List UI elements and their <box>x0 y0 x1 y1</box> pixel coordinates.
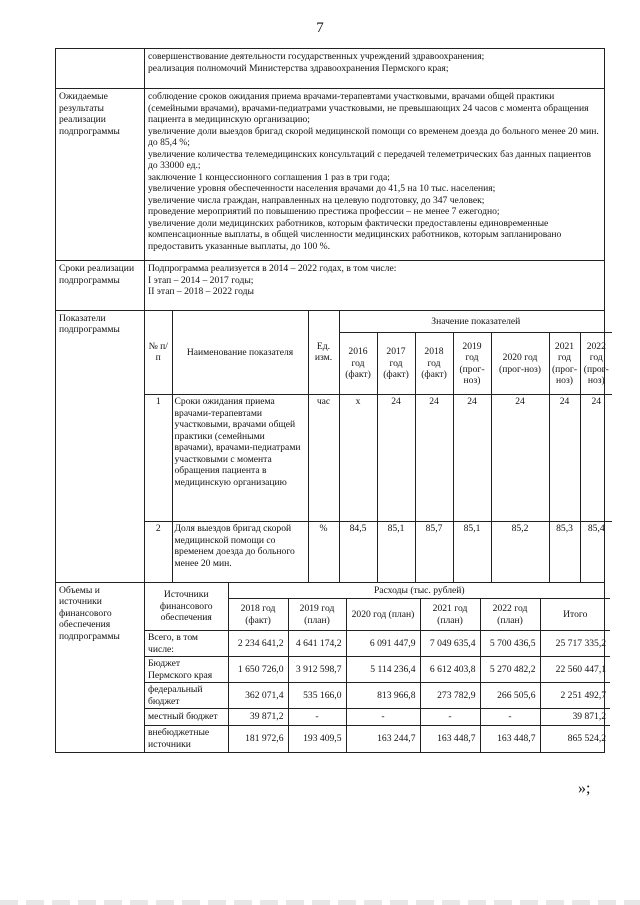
finance-value: 22 560 447,1 <box>540 657 610 683</box>
finance-value: 39 871,2 <box>228 709 288 726</box>
indicator-header-year: 2017 год (факт) <box>377 333 415 395</box>
closing-quote-mark: »; <box>578 780 591 797</box>
finance-header-year: 2021 год (план) <box>420 599 480 631</box>
finance-header-total: Итого <box>540 599 610 631</box>
finance-row <box>56 582 605 752</box>
result-line: заключение 1 концессионного соглашения 1 раз в три года; <box>148 171 390 183</box>
finance-value: 2 251 492,7 <box>540 683 610 709</box>
indicator-header-year: 2020 год (прог-ноз) <box>491 333 549 395</box>
result-line: увеличение количества телемедицинских консультаций с передачей телеметрических баз данных пациентов до 33000 ед.; <box>148 148 592 171</box>
finance-value: 163 244,7 <box>346 726 420 752</box>
finance-row-label: местный бюджет <box>145 709 228 726</box>
finance-value: 163 448,7 <box>420 726 480 752</box>
indicator-unit: % <box>308 522 339 582</box>
finance-row-label: Бюджет Пермского края <box>145 657 228 683</box>
finance-value: 181 972,6 <box>228 726 288 752</box>
continuation-line: совершенствование деятельности государственных учреждений здравоохранения; <box>148 51 485 62</box>
finance-header-year: 2018 год (факт) <box>228 599 288 631</box>
indicator-row <box>145 395 612 522</box>
indicator-value: 24 <box>377 395 415 522</box>
indicators-label: Показатели подпрограммы <box>56 310 145 582</box>
finance-data-row <box>145 709 610 726</box>
finance-value: 865 524,2 <box>540 726 610 752</box>
indicator-header-unit: Ед. изм. <box>308 311 339 395</box>
indicators-table <box>145 311 612 582</box>
indicator-header-name: Наименование показателя <box>172 311 308 395</box>
finance-data-row <box>145 726 610 752</box>
continuation-label-cell <box>56 49 145 89</box>
result-line: соблюдение сроков ожидания приема врачами-терапевтами участковыми, врачами общей практики (семейными врачами), врачами-педиатрами участковыми, не превышающих 24 часов с момента обращения пациента в медицинскую организацию; <box>148 91 589 125</box>
indicator-num: 1 <box>145 395 172 522</box>
continuation-content <box>145 49 605 89</box>
indicator-header-year: 2016 год (факт) <box>339 333 377 395</box>
finance-header-year: 2022 год (план) <box>480 599 540 631</box>
indicator-name: Доля выездов бригад скорой медицинской помощи со временем доезда до больного менее 20 мин. <box>172 522 308 582</box>
finance-value: 1 650 726,0 <box>228 657 288 683</box>
indicator-value: 24 <box>415 395 453 522</box>
finance-value: 39 871,2 <box>540 709 610 726</box>
result-line: увеличение доли выездов бригад скорой медицинской помощи со временем доезда до больного менее 20 мин. до 85,4 %; <box>148 125 599 148</box>
page-number: 7 <box>316 20 324 36</box>
indicator-row <box>145 522 612 582</box>
result-line: проведение мероприятий по повышению престижа профессии – не менее 7 ежегодно; <box>148 206 500 217</box>
indicator-value: 85,4 <box>580 522 612 582</box>
terms-line: I этап – 2014 – 2017 годы; <box>148 274 254 286</box>
results-content <box>145 89 605 261</box>
indicator-value: 24 <box>549 395 580 522</box>
finance-value: 2 234 641,2 <box>228 631 288 657</box>
finance-value: - <box>288 709 346 726</box>
indicator-value: 24 <box>453 395 491 522</box>
indicator-value: 85,7 <box>415 522 453 582</box>
finance-header-year: 2020 год (план) <box>346 599 420 631</box>
finance-content <box>145 582 605 752</box>
finance-data-row <box>145 657 610 683</box>
finance-label: Объемы и источники финансового обеспечения подпрограммы <box>56 582 145 752</box>
continuation-row <box>56 49 605 89</box>
indicator-value: 24 <box>491 395 549 522</box>
finance-value: 3 912 598,7 <box>288 657 346 683</box>
finance-value: 4 641 174,2 <box>288 631 346 657</box>
finance-value: 25 717 335,2 <box>540 631 610 657</box>
scan-artifact-strip <box>0 900 640 905</box>
indicator-header-year: 2019 год (прог-ноз) <box>453 333 491 395</box>
finance-header-source: Источники финансового обеспечения <box>145 583 228 631</box>
finance-header-year: 2019 год (план) <box>288 599 346 631</box>
finance-data-row <box>145 683 610 709</box>
finance-value: 535 166,0 <box>288 683 346 709</box>
finance-header-group: Расходы (тыс. рублей) <box>228 583 610 599</box>
terms-line: II этап – 2018 – 2022 годы <box>148 286 254 297</box>
indicator-value: 85,3 <box>549 522 580 582</box>
indicators-content <box>145 310 609 582</box>
finance-value: - <box>346 709 420 726</box>
finance-value: 266 505,6 <box>480 683 540 709</box>
finance-value: 5 114 236,4 <box>346 657 420 683</box>
continuation-line: реализация полномочий Министерства здравоохранения Пермского края; <box>148 62 449 74</box>
result-line: увеличение уровня обеспеченности населения врачами до 41,5 на 10 тыс. населения; <box>148 183 496 194</box>
finance-value: - <box>420 709 480 726</box>
indicator-unit: час <box>308 395 339 522</box>
finance-value: 193 409,5 <box>288 726 346 752</box>
finance-value: 362 071,4 <box>228 683 288 709</box>
indicator-value: 84,5 <box>339 522 377 582</box>
finance-table <box>145 583 610 752</box>
indicator-header-num: № п/п <box>145 311 172 395</box>
indicator-header-year: 2022 год (прог-ноз) <box>580 333 612 395</box>
finance-value: 273 782,9 <box>420 683 480 709</box>
indicator-header-year: 2018 год (факт) <box>415 333 453 395</box>
indicator-value: 85,1 <box>377 522 415 582</box>
indicators-row <box>56 310 605 582</box>
finance-value: 6 612 403,8 <box>420 657 480 683</box>
result-line: увеличение числа граждан, направленных на целевую подготовку, до 347 человек; <box>148 194 485 206</box>
indicator-header-year: 2021 год (прог-ноз) <box>549 333 580 395</box>
indicator-name: Сроки ожидания приема врачами-терапевтами участковыми, врачами общей практики (семейными врачами), врачами-педиатрами участковыми с момента обращения пациента в медицинскую организацию <box>172 395 308 522</box>
indicator-value: 24 <box>580 395 612 522</box>
finance-row-label: Всего, в том числе: <box>145 631 228 657</box>
indicator-num: 2 <box>145 522 172 582</box>
finance-row-label: внебюджетные источники <box>145 726 228 752</box>
indicator-value: х <box>339 395 377 522</box>
finance-data-row <box>145 631 610 657</box>
indicator-value: 85,1 <box>453 522 491 582</box>
results-row <box>56 89 605 261</box>
indicator-header-group: Значение показателей <box>339 311 612 333</box>
terms-line: Подпрограмма реализуется в 2014 – 2022 годах, в том числе: <box>148 263 397 274</box>
finance-value: 163 448,7 <box>480 726 540 752</box>
finance-value: 5 700 436,5 <box>480 631 540 657</box>
terms-content <box>145 261 605 311</box>
terms-label: Сроки реализации подпрограммы <box>56 261 145 311</box>
finance-value: - <box>480 709 540 726</box>
finance-value: 7 049 635,4 <box>420 631 480 657</box>
finance-row-label: федеральный бюджет <box>145 683 228 709</box>
indicator-value: 85,2 <box>491 522 549 582</box>
result-line: увеличение доли медицинских работников, которым фактически предоставлены единовременные компенсационные выплаты, в общей численности медицинских работников, которым запланировано предоставить указанные выплаты, до 100 %. <box>148 217 562 252</box>
terms-row <box>56 261 605 311</box>
finance-value: 5 270 482,2 <box>480 657 540 683</box>
results-label: Ожидаемые результаты реализации подпрограммы <box>56 89 145 261</box>
finance-value: 813 966,8 <box>346 683 420 709</box>
finance-value: 6 091 447,9 <box>346 631 420 657</box>
passport-table <box>55 48 609 753</box>
